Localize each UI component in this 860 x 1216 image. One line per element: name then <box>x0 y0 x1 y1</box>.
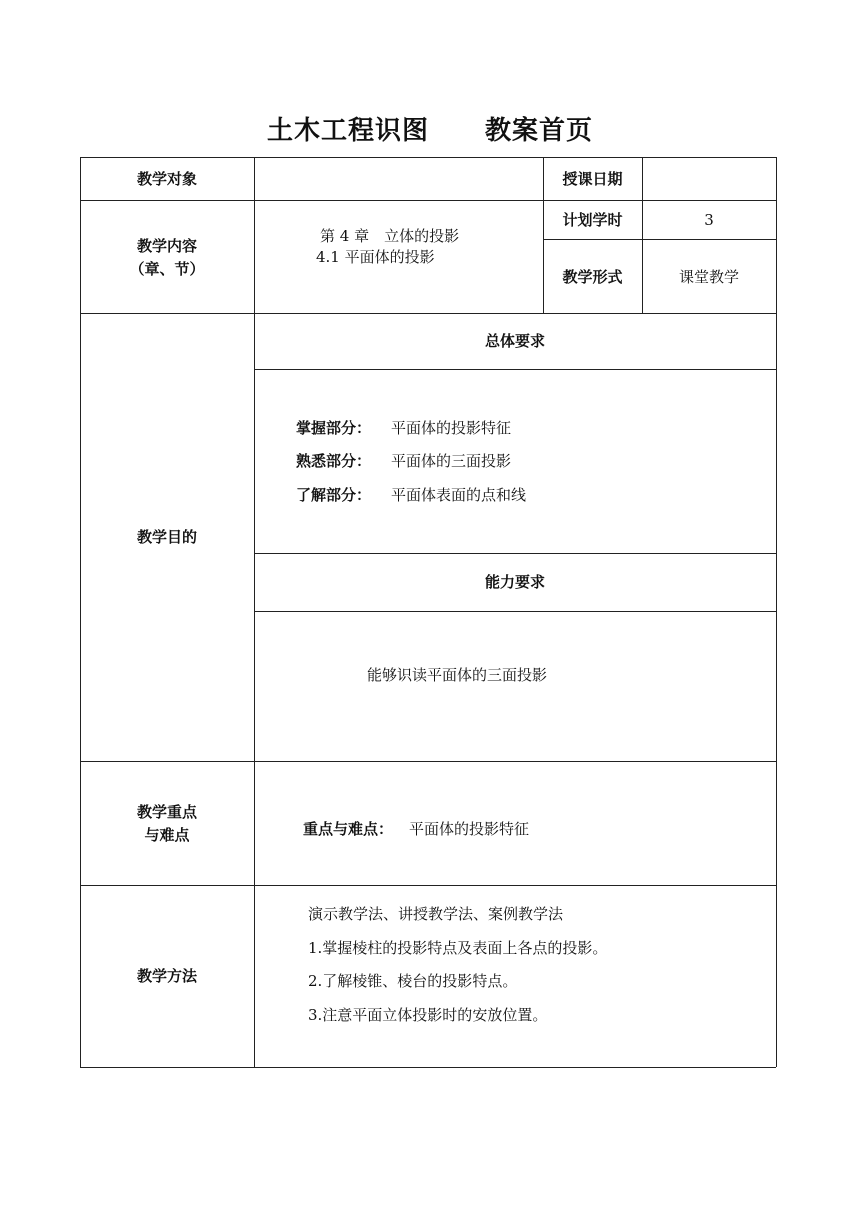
understand-value: 平面体表面的点和线 <box>391 486 527 504</box>
objectives-label: 教学目的 <box>136 528 197 546</box>
content-label-sub: （章、节） <box>129 260 205 278</box>
methods-label: 教学方法 <box>136 967 197 985</box>
content-label: 教学内容 <box>136 237 197 255</box>
row-divider <box>80 313 776 314</box>
master-value: 平面体的投影特征 <box>391 419 512 437</box>
hours-value: 3 <box>704 211 714 229</box>
master-label: 掌握部分： <box>296 419 372 437</box>
row-divider <box>254 553 776 554</box>
section-line: 4.1 平面体的投影 <box>316 248 435 266</box>
key-points-item-label: 重点与难点： <box>303 820 394 838</box>
row-divider <box>80 200 776 201</box>
date-label: 授课日期 <box>562 170 623 188</box>
methods-line: 1.掌握棱柱的投影特点及表面上各点的投影。 <box>308 939 608 957</box>
document-title: 教案首页 <box>485 116 594 146</box>
familiar-value: 平面体的三面投影 <box>391 452 512 470</box>
methods-line: 3.注意平面立体投影时的安放位置。 <box>308 1006 548 1024</box>
key-points-item-value: 平面体的投影特征 <box>409 820 530 838</box>
chapter-line: 第 4 章 立体的投影 <box>320 227 460 245</box>
understand-label: 了解部分： <box>296 486 372 504</box>
key-points-label-sub: 与难点 <box>144 826 190 844</box>
hours-label: 计划学时 <box>562 211 623 229</box>
methods-line: 2.了解棱锥、棱台的投影特点。 <box>308 972 518 990</box>
ability-value: 能够识读平面体的三面投影 <box>367 666 548 684</box>
table-border-left <box>80 157 81 1067</box>
page-title <box>0 110 860 147</box>
familiar-label: 熟悉部分： <box>296 452 372 470</box>
table-border-bottom <box>80 1067 776 1068</box>
column-divider <box>642 157 643 313</box>
column-divider <box>254 157 255 1067</box>
overall-requirements-heading: 总体要求 <box>484 332 545 350</box>
form-value: 课堂教学 <box>678 268 739 286</box>
course-title: 土木工程识图 <box>266 116 429 146</box>
key-points-label: 教学重点 <box>136 803 197 821</box>
form-label: 教学形式 <box>562 268 623 286</box>
table-border-right <box>776 157 777 1067</box>
row-divider <box>80 885 776 886</box>
row-divider <box>80 761 776 762</box>
table-border-top <box>80 157 776 158</box>
methods-line: 演示教学法、讲授教学法、案例教学法 <box>308 905 564 923</box>
ability-requirements-heading: 能力要求 <box>484 573 545 591</box>
target-label: 教学对象 <box>136 170 197 188</box>
row-divider <box>254 611 776 612</box>
row-divider <box>254 369 776 370</box>
row-divider <box>543 239 776 240</box>
